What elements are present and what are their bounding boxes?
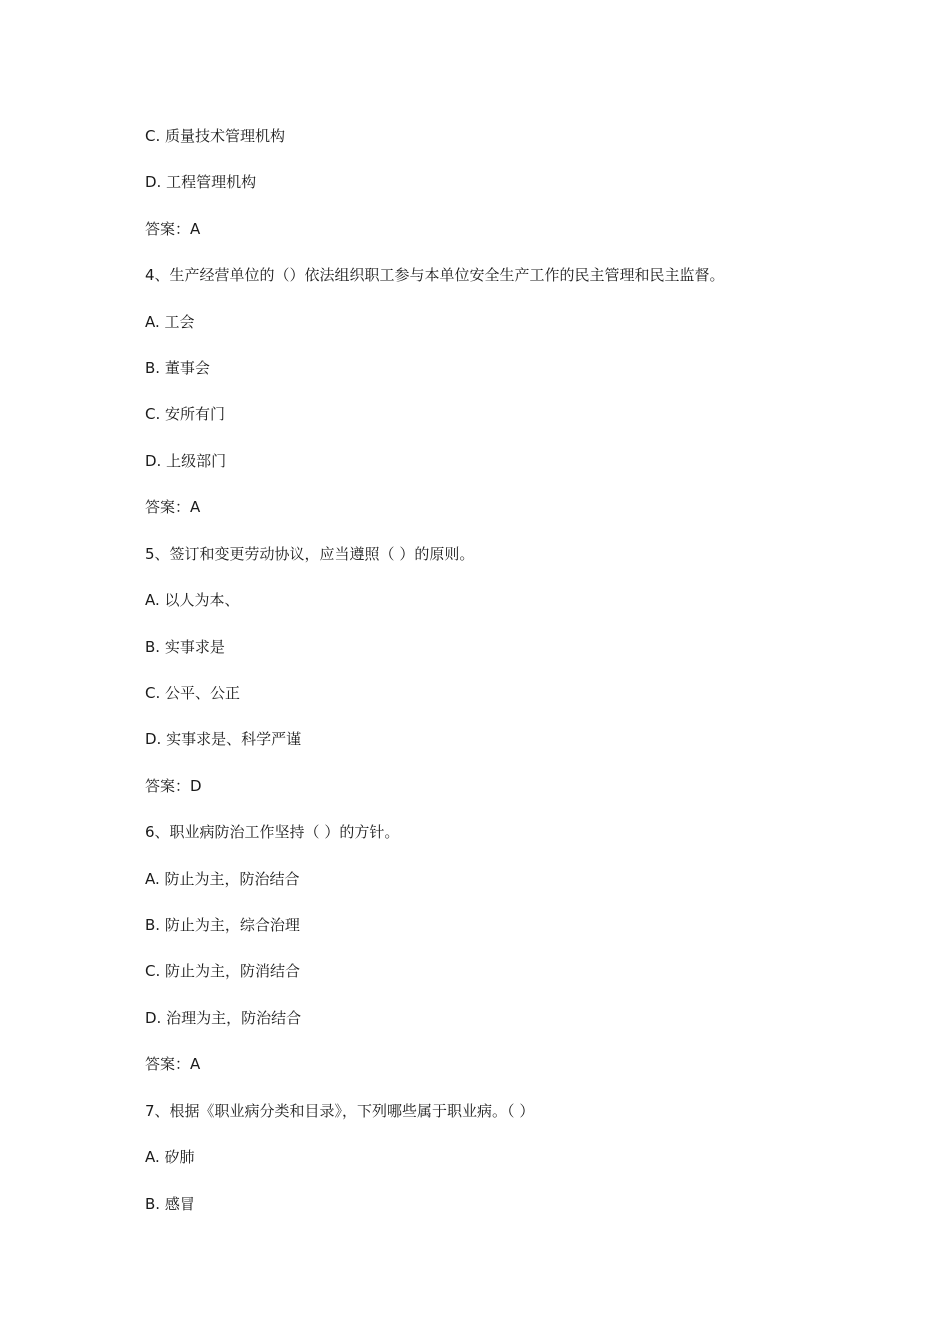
- option-c-q3: C. 质量技术管理机构: [145, 127, 286, 145]
- option-b-q4: B. 董事会: [145, 359, 210, 377]
- option-b-q7: B. 感冒: [145, 1195, 195, 1213]
- question-6: 6、职业病防治工作坚持（ ）的方针。: [145, 823, 400, 841]
- answer-q3: 答案：A: [145, 220, 201, 238]
- question-7: 7、根据《职业病分类和目录》，下列哪些属于职业病。（ ）: [145, 1102, 535, 1120]
- option-c-q6: C. 防止为主，防消结合: [145, 962, 301, 980]
- option-c-q5: C. 公平、公正: [145, 684, 241, 702]
- option-a-q6: A. 防止为主，防治结合: [145, 870, 300, 888]
- answer-q4: 答案：A: [145, 498, 201, 516]
- option-d-q6: D. 治理为主，防治结合: [145, 1009, 302, 1027]
- option-d-q4: D. 上级部门: [145, 452, 227, 470]
- option-d-q3: D. 工程管理机构: [145, 173, 257, 191]
- option-d-q5: D. 实事求是、科学严谨: [145, 730, 302, 748]
- option-b-q5: B. 实事求是: [145, 638, 225, 656]
- option-c-q4: C. 安所有门: [145, 405, 226, 423]
- answer-q6: 答案：A: [145, 1055, 201, 1073]
- answer-q5: 答案：D: [145, 777, 202, 795]
- question-4: 4、生产经营单位的（）依法组织职工参与本单位安全生产工作的民主管理和民主监督。: [145, 266, 725, 284]
- question-5: 5、签订和变更劳动协议，应当遵照（ ）的原则。: [145, 545, 475, 563]
- option-b-q6: B. 防止为主，综合治理: [145, 916, 300, 934]
- option-a-q4: A. 工会: [145, 313, 195, 331]
- option-a-q7: A. 矽肺: [145, 1148, 195, 1166]
- option-a-q5: A. 以人为本、: [145, 591, 240, 609]
